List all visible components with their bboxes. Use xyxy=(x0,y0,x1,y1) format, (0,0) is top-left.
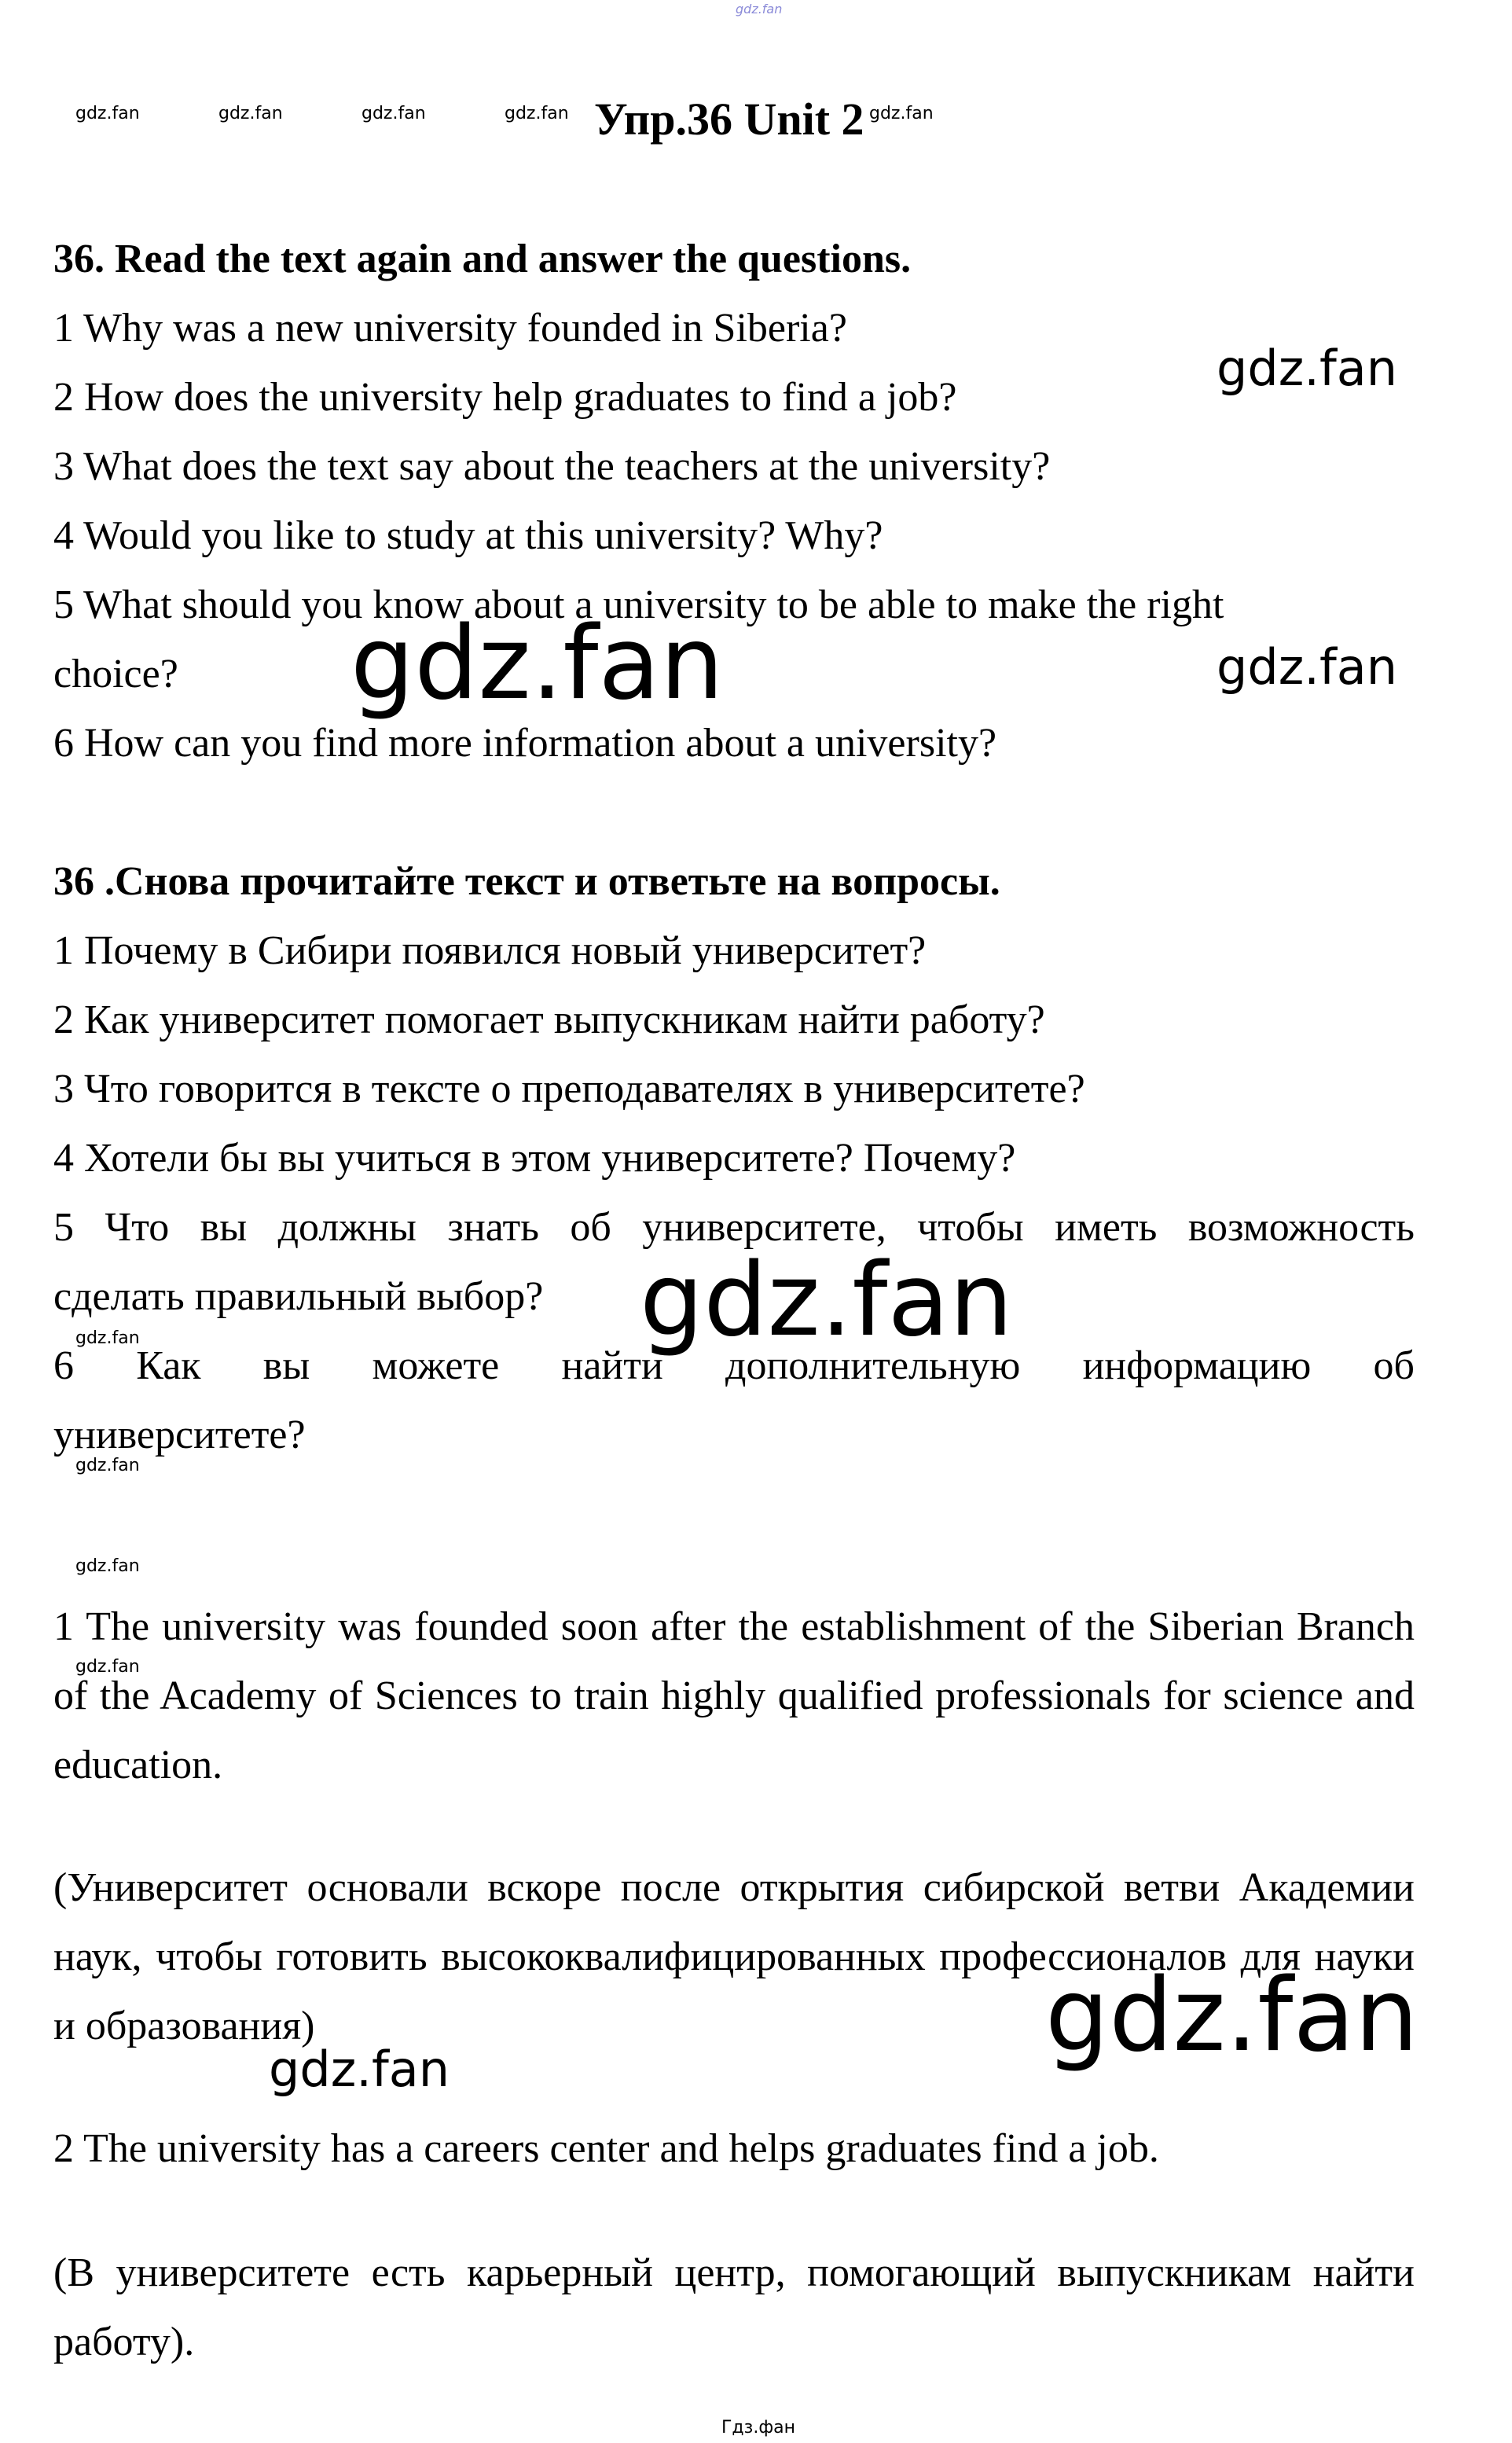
watermark-medium: gdz.fan xyxy=(1217,638,1398,696)
watermark-small: gdz.fan xyxy=(869,104,934,123)
answer-2-en: 2 The university has a careers center and helps graduates find a job. xyxy=(53,2126,1159,2171)
watermark-medium: gdz.fan xyxy=(269,2041,450,2098)
answer-1-en: 1 The university was founded soon after the establishment of the Siberian Branch of the Academy of Sciences to train highly qualified professionals for science and education. xyxy=(53,1604,1415,1787)
watermark-small: gdz.fan xyxy=(75,1456,140,1475)
watermark-small: gdz.fan xyxy=(75,104,140,123)
watermark-small: gdz.fan xyxy=(75,1556,140,1576)
watermark-small: gdz.fan xyxy=(75,1657,140,1677)
question-1: 1 Why was a new university founded in Siberia? xyxy=(53,306,847,351)
watermark-small: gdz.fan xyxy=(361,104,426,123)
question-6-ru: 6 Как вы можете найти дополнительную информацию об xyxy=(53,1343,1415,1388)
watermark-small: gdz.fan xyxy=(218,104,283,123)
answer-2-ru: (В университете есть карьерный центр, помогающий выпускникам найти работу). xyxy=(53,2250,1415,2364)
answer-1-ru: (Университет основали вскоре после открытия сибирской ветви Академии наук, чтобы готовить высококвалифицированных профессионалов для науки и образования) xyxy=(53,1865,1415,2048)
question-6-ru-cont: университете? xyxy=(53,1413,306,1457)
page-title: Упр.36 Unit 2 xyxy=(594,94,864,145)
question-5-ru-cont: сделать правильный выбор? xyxy=(53,1274,544,1319)
question-6: 6 How can you find more information about a university? xyxy=(53,721,997,766)
bottom-watermark: Гдз.фан xyxy=(721,2418,795,2437)
watermark-large: gdz.fan xyxy=(350,605,724,722)
question-4-ru: 4 Хотели бы вы учиться в этом университете? Почему? xyxy=(53,1136,1016,1181)
task-english xyxy=(53,225,1415,778)
watermark-large: gdz.fan xyxy=(1045,1957,1418,2074)
question-2: 2 How does the university help graduates to find a job? xyxy=(53,375,957,420)
question-5-cont: choice? xyxy=(53,652,178,696)
task-russian xyxy=(53,847,1415,1470)
question-2-ru: 2 Как университет помогает выпускникам найти работу? xyxy=(53,997,1045,1042)
top-watermark: gdz.fan xyxy=(736,2,783,17)
question-3: 3 What does the text say about the teachers at the university? xyxy=(53,444,1051,489)
watermark-small: gdz.fan xyxy=(505,104,569,123)
task-heading: 36. Read the text again and answer the questions. xyxy=(53,237,912,281)
task-heading-ru: 36 .Снова прочитайте текст и ответьте на вопросы. xyxy=(53,859,1000,904)
question-5-ru: 5 Что вы должны знать об университете, чтобы иметь возможность xyxy=(53,1205,1415,1250)
question-4: 4 Would you like to study at this university? Why? xyxy=(53,513,883,558)
watermark-medium: gdz.fan xyxy=(1217,340,1398,397)
question-1-ru: 1 Почему в Сибири появился новый университет? xyxy=(53,928,927,973)
question-5: 5 What should you know about a university to be able to make the right xyxy=(53,582,1224,627)
watermark-small: gdz.fan xyxy=(75,1328,140,1348)
watermark-large: gdz.fan xyxy=(640,1242,1013,1359)
question-3-ru: 3 Что говорится в тексте о преподавателях в университете? xyxy=(53,1067,1085,1111)
